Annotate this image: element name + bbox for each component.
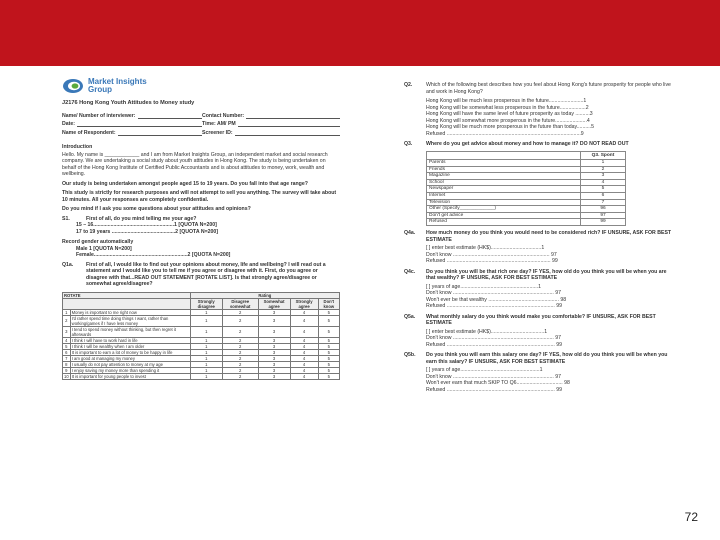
source-label: Friends (427, 166, 581, 173)
answer-option: [ ] years of age.......................................................1 (426, 367, 543, 374)
rating-code: 2 (222, 343, 258, 349)
rating-code: 3 (258, 315, 290, 326)
study-title: J2176 Hong Kong Youth Attitudes to Money study (62, 100, 195, 106)
advice-source-row (427, 160, 626, 167)
questionnaire-page-left (62, 78, 340, 380)
answer-option: 17 to 19 years ............................................2 [QUOTA N=200] (76, 228, 218, 235)
rating-code: 5 (318, 361, 339, 367)
rating-code: 2 (222, 349, 258, 355)
answer-option: Hong Kong will have the same level of future prosperity as today ..........3 (426, 111, 593, 117)
row-number: 8 (63, 361, 71, 367)
rating-code: 2 (222, 373, 258, 379)
source-label: Magazine (427, 173, 581, 180)
advice-source-row (427, 206, 626, 213)
info-field: Name/ Number of interviewer: (62, 113, 202, 120)
rating-code: 3 (258, 373, 290, 379)
source-label: Other (Specify_____________) (427, 206, 581, 213)
col-header: Disagree somewhat (222, 298, 258, 309)
advice-source-table (426, 151, 626, 227)
source-label: Parents (427, 160, 581, 167)
logo-swirl-icon (62, 78, 84, 94)
page-number: 72 (684, 510, 698, 524)
rating-code: 5 (318, 309, 339, 315)
source-code: 7 (581, 199, 626, 206)
advice-source-row (427, 186, 626, 193)
advice-source-row (427, 173, 626, 180)
rating-code: 2 (222, 309, 258, 315)
info-field: Time: AM/ PM (202, 121, 340, 128)
rating-code: 5 (318, 343, 339, 349)
intro-heading: Introduction (62, 144, 93, 150)
rating-table (62, 292, 340, 380)
source-code: 4 (581, 179, 626, 186)
question-s1: S1. First of all, do you mind telling me your age? (62, 215, 197, 222)
rating-code: 3 (258, 337, 290, 343)
col-header: Somewhat agree (258, 298, 290, 309)
info-field: Contact Number: (202, 113, 340, 120)
rating-code: 3 (258, 349, 290, 355)
logo-text-line1: Market Insights (88, 77, 147, 86)
answer-option: [ ] years of age......................................................1 (426, 283, 542, 290)
source-code: 6 (581, 193, 626, 200)
rating-code: 4 (290, 355, 318, 361)
source-code: 3 (581, 173, 626, 180)
answer-option: Refused .............................................................................................9 (426, 130, 584, 137)
statement-text: It is important to earn a lot of money to be happy in life (70, 349, 190, 355)
rating-code: 3 (258, 361, 290, 367)
col-header: Don't know (318, 298, 339, 309)
statement-text: It is important for young people to invest (70, 373, 190, 379)
source-label: Internet (427, 193, 581, 200)
question-q2: Q2. Which of the following best describes how you feel about Hong Kong's future prosperity for people who live and work in Hong Kong? (404, 82, 671, 95)
answer-option: Hong Kong will somewhat more prosperous in the future......................4 (426, 117, 590, 124)
rating-row (63, 373, 340, 379)
rating-code: 3 (258, 309, 290, 315)
rating-header: Rating (190, 292, 339, 298)
row-number: 5 (63, 343, 71, 349)
rating-code: 3 (258, 343, 290, 349)
source-code: 2 (581, 166, 626, 173)
row-number: 4 (63, 337, 71, 343)
row-number: 3 (63, 326, 71, 337)
advice-source-row (427, 166, 626, 173)
rating-code: 5 (318, 337, 339, 343)
gender-heading: Record gender automatically (62, 239, 134, 245)
company-logo (62, 78, 340, 94)
rating-code: 4 (290, 309, 318, 315)
advice-source-row (427, 193, 626, 200)
rating-code: 5 (318, 315, 339, 326)
source-label: Refused (427, 219, 581, 226)
rating-code: 1 (190, 355, 222, 361)
row-number: 9 (63, 367, 71, 373)
answer-option: Won't ever be that wealthy ................................................. 98 (426, 296, 567, 303)
intro-paragraph: Our study is being undertaken amongst people aged 15 to 19 years. Do you fall into that age range? (62, 180, 308, 187)
question-q1a: Q1a. First of all, I would like to find out your opinions about money, life and wellbeing? I will read out a statement and I would like you to tell me if you agree or disagree with it. First, do you agree or disagree with that...READ OUT STATEMENT [ROTATE LIST]. Is that strongly agree/disagree or somewhat agree/disagree? (62, 261, 326, 287)
col-header: Strongly disagree (190, 298, 222, 309)
answer-option: 15 – 16........................................................1 [QUOTA N=200] (76, 222, 217, 228)
rating-code: 4 (290, 373, 318, 379)
answer-option: Hong Kong will be much less prosperous in the future........................1 (426, 98, 587, 104)
rating-row (63, 315, 340, 326)
rating-code: 3 (258, 355, 290, 361)
answer-option: Don't know ...................................................................... 97 (426, 373, 562, 380)
source-code: 1 (581, 160, 626, 167)
answer-option: [ ] enter best estimate (HK$)...................................1 (426, 245, 545, 252)
rating-code: 2 (222, 326, 258, 337)
answer-option: Hong Kong will be somewhat less prosperous in the future..................2 (426, 104, 589, 111)
rating-code: 2 (222, 355, 258, 361)
source-label: School (427, 179, 581, 186)
advice-source-row (427, 179, 626, 186)
intro-paragraph: Hello. My name is ____________ and I am from Market Insights Group, an independent market and social research company. We are undertaking a social study about youth attitudes in Hong Kong. The study is being undertaken on behalf of the Hong Kong Institute of Certified Public Accountants and is about attitudes to money, work, wealth and wellbeing. (62, 151, 328, 177)
source-code: 5 (581, 186, 626, 193)
answer-option: Refused ........................................................................ 99 (426, 258, 558, 265)
info-field: Date: (62, 121, 202, 128)
rating-code: 5 (318, 349, 339, 355)
questionnaire-page-right (404, 78, 674, 393)
rating-code: 5 (318, 355, 339, 361)
source-label: Television (427, 199, 581, 206)
rating-code: 1 (190, 337, 222, 343)
question-q5b: Q5b. Do you think you will earn this salary one day? IF YES, how old do you think you will be when you earn this salary? IF UNSURE, ASK FOR BEST ESTIMATE (404, 352, 668, 365)
statement-text: Money is important to me right now (70, 309, 190, 315)
statement-text: I'd rather spend time doing things I want, rather than working/games if I have less money (70, 315, 190, 326)
answer-option: Don't know ...................................................................... 97 (426, 290, 562, 297)
rating-code: 2 (222, 337, 258, 343)
intro-paragraph: This study is strictly for research purposes and will not attempt to sell you anything. The survey will take about 10 minutes. All your responses are completely confidential. (62, 190, 337, 203)
rating-code: 1 (190, 349, 222, 355)
rating-code: 4 (290, 315, 318, 326)
rating-code: 4 (290, 343, 318, 349)
rating-code: 3 (258, 326, 290, 337)
answer-option: Won't ever earn that much SKIP TO Q6................................ 98 (426, 380, 570, 387)
answer-option: Don't know ................................................................... 97 (426, 251, 557, 258)
logo-text-line2: Group (88, 85, 112, 94)
advice-source-row (427, 212, 626, 219)
source-code: 97 (581, 212, 626, 219)
row-number: 2 (63, 315, 71, 326)
rating-code: 5 (318, 326, 339, 337)
rating-row (63, 326, 340, 337)
source-label: Newspaper (427, 186, 581, 193)
advice-source-row (427, 199, 626, 206)
advice-source-row (427, 219, 626, 226)
rating-code: 1 (190, 315, 222, 326)
answer-option: [ ] enter best estimate (HK$).....................................1 (426, 328, 548, 335)
col-header: Strongly agree (290, 298, 318, 309)
statement-text: I tend to spend money without thinking, but then regret it afterwards (70, 326, 190, 337)
rating-code: 3 (258, 367, 290, 373)
rating-code: 2 (222, 361, 258, 367)
rating-code: 2 (222, 315, 258, 326)
question-q4a: Q4a. How much money do you think you would need to be considered rich? IF UNSURE, ASK FOR BEST ESTIMATE (404, 230, 672, 243)
statement-text: I think I will be wealthy when I am older (70, 343, 190, 349)
statement-text: I usually do not pay attention to money at my age (70, 361, 190, 367)
question-q5a: Q5a. What monthly salary do you think would make you comfortable? IF UNSURE, ASK FOR BEST ESTIMATE (404, 313, 656, 327)
statement-text: I am good at managing my money (70, 355, 190, 361)
answer-option: Male 1 [QUOTA N=200] (76, 245, 132, 252)
rating-code: 1 (190, 309, 222, 315)
rating-code: 2 (222, 367, 258, 373)
rating-code: 1 (190, 343, 222, 349)
rating-code: 4 (290, 361, 318, 367)
rating-code: 1 (190, 361, 222, 367)
rotate-header: ROTATE (63, 292, 191, 298)
answer-option: Refused ........................................................................... 99 (426, 303, 563, 310)
source-label: Don't get advice (427, 212, 581, 219)
rating-code: 4 (290, 349, 318, 355)
question-q3: Q3. Where do you get advice about money and how to manage it? DO NOT READ OUT (404, 141, 629, 147)
answer-option: Female.................................................................2 [QUOTA N=200] (76, 252, 231, 258)
answer-option: Hong Kong will be much more prosperous in the future than today..........5 (426, 124, 595, 130)
rating-code: 4 (290, 367, 318, 373)
rating-code: 4 (290, 337, 318, 343)
rating-code: 1 (190, 367, 222, 373)
rating-code: 1 (190, 373, 222, 379)
row-number: 6 (63, 349, 71, 355)
info-field: Screener ID: (202, 130, 340, 137)
rating-code: 5 (318, 367, 339, 373)
q3-col-header: Q3. Spont (581, 151, 626, 160)
row-number: 10 (64, 373, 69, 379)
question-q4c: Q4c. Do you think you will be that rich one day? IF YES, how old do you think you will be when you are that wealthy? IF UNSURE, ASK FOR BEST ESTIMATE (404, 268, 667, 282)
info-field: Name of Respondent: (62, 130, 202, 137)
header-bar (0, 0, 720, 66)
rating-code: 4 (290, 326, 318, 337)
source-code: 99 (581, 219, 626, 226)
statement-text: I enjoy saving my money more than spending it (70, 367, 190, 373)
interview-info-grid (62, 113, 340, 137)
row-number: 1 (63, 309, 71, 315)
answer-option: Refused ........................................................................... 99 (426, 386, 563, 393)
source-code: 96 (581, 206, 626, 213)
rating-code: 5 (318, 373, 339, 379)
answer-option: Don't know ...................................................................... 97 (426, 335, 562, 342)
rating-code: 1 (190, 326, 222, 337)
statement-text: I think I will have to work hard in life (70, 337, 190, 343)
answer-option: Refused ........................................................................... 99 (426, 341, 563, 348)
intro-paragraph: Do you mind if I ask you some questions about your attitudes and opinions? (62, 206, 251, 212)
row-number: 7 (63, 355, 71, 361)
